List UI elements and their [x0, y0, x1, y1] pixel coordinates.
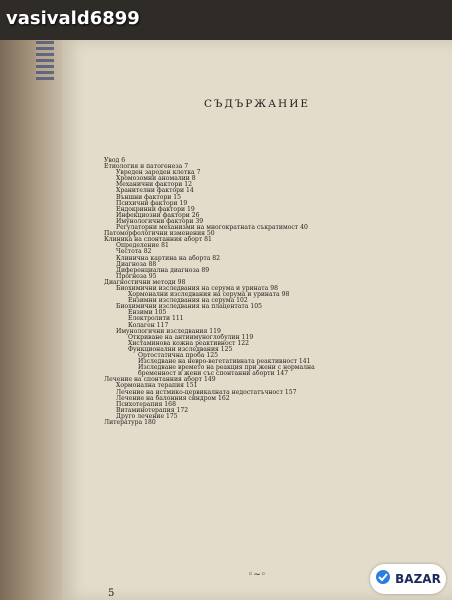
toc-entry: Клиника на спонтанния аборт 81 — [104, 236, 212, 244]
toc-entry: Литература 180 — [104, 419, 156, 427]
toc-entry: Ортостатична проба 125 — [138, 352, 218, 359]
toc-entry: Външни фактори 15 — [116, 193, 182, 201]
ornament: ◦∼◦ — [247, 570, 267, 580]
toc-entry: Ензими 105 — [128, 309, 167, 317]
toc-entry: Етиология и патогенеза 7 — [104, 163, 189, 171]
toc-entry: Функционални изследвания 125 — [128, 345, 233, 353]
toc-entry: Определение 81 — [116, 242, 169, 250]
page-number: 5 — [108, 588, 115, 599]
toc-entry: Изследване времето на реакция при жени с нормална — [138, 364, 315, 372]
toc-entry: Електролити 111 — [128, 315, 184, 323]
toc-entry: Диагноза 88 — [116, 260, 157, 268]
toc-entry: Регулаторни механизми на многократната съкратимост 40 — [116, 224, 308, 232]
toc-entry: Психични фактори 19 — [116, 199, 188, 207]
book-spine — [36, 40, 54, 80]
toc-entry: Увод 6 — [104, 157, 126, 164]
toc-entry: Хормонални изследвания на серума и урината 98 — [128, 291, 290, 299]
toc-entry: Механични фактори 12 — [116, 181, 193, 189]
toc-entry: Честота 82 — [116, 248, 152, 256]
toc-entry: Инфекциозни фактори 26 — [116, 211, 200, 219]
toc-entry: Имунологични изследвания 119 — [116, 327, 221, 335]
toc-entry: Друго лечение 175 — [116, 412, 178, 420]
bazar-badge-label: BAZAR — [395, 572, 441, 586]
toc-entry: бременност и жени със спонтанни аборти 147 — [138, 370, 289, 378]
toc-entry: Лечение на спонтанния аборт 149 — [104, 376, 216, 384]
toc-entry: Увреден зароден клетка 7 — [116, 169, 201, 177]
table-of-contents — [104, 158, 434, 426]
toc-entry: Хистаминова кожна реактивност 122 — [128, 339, 249, 347]
toc-entry: Хромозомни аномалии 8 — [116, 175, 196, 183]
toc-entry: Хормонална терапия 151 — [116, 382, 198, 390]
toc-entry: Имунологични фактори 39 — [116, 217, 204, 225]
book-edge — [0, 40, 62, 600]
toc-entry: Откриване на антиимуноглобулин 119 — [128, 333, 254, 341]
toc-entry: Патоморфологични изменения 50 — [104, 230, 215, 238]
toc-entry: Биохимични изследвания на серума и урината 98 — [116, 284, 278, 292]
toc-entry: Лечение на балонния синдром 162 — [116, 394, 230, 402]
book-page — [62, 40, 452, 600]
toc-entry: Лечение на истмико-цервикалната недостатъчност 157 — [116, 388, 297, 396]
toc-entry: Психотерапия 168 — [116, 400, 176, 408]
page-title: СЪДЪРЖАНИЕ — [203, 98, 311, 110]
toc-entry: Колаген 117 — [128, 321, 169, 329]
toc-entry: Изследване на невро-вегетативната реактивност 141 — [138, 358, 311, 366]
toc-entry: Хранителни фактори 14 — [116, 187, 194, 195]
toc-entry: Диференциална диагноза 89 — [116, 266, 210, 274]
bazar-logo-icon — [375, 569, 391, 589]
toc-entry: Клинична картина на аборта 82 — [116, 254, 221, 262]
toc-entry: Биохимични изследвания на плацентата 105 — [116, 303, 262, 311]
toc-entry: Ендокринни фактори 19 — [116, 205, 195, 213]
toc-entry: Прогноза 95 — [116, 272, 157, 280]
toc-entry: Ензимни изследвания на серума 102 — [128, 297, 248, 305]
toc-entry: Диагностични методи 98 — [104, 278, 186, 286]
toc-entry: Витаминотерапия 172 — [116, 406, 189, 414]
bazar-badge[interactable] — [370, 564, 446, 594]
watermark: vasivald6899 — [6, 8, 140, 29]
